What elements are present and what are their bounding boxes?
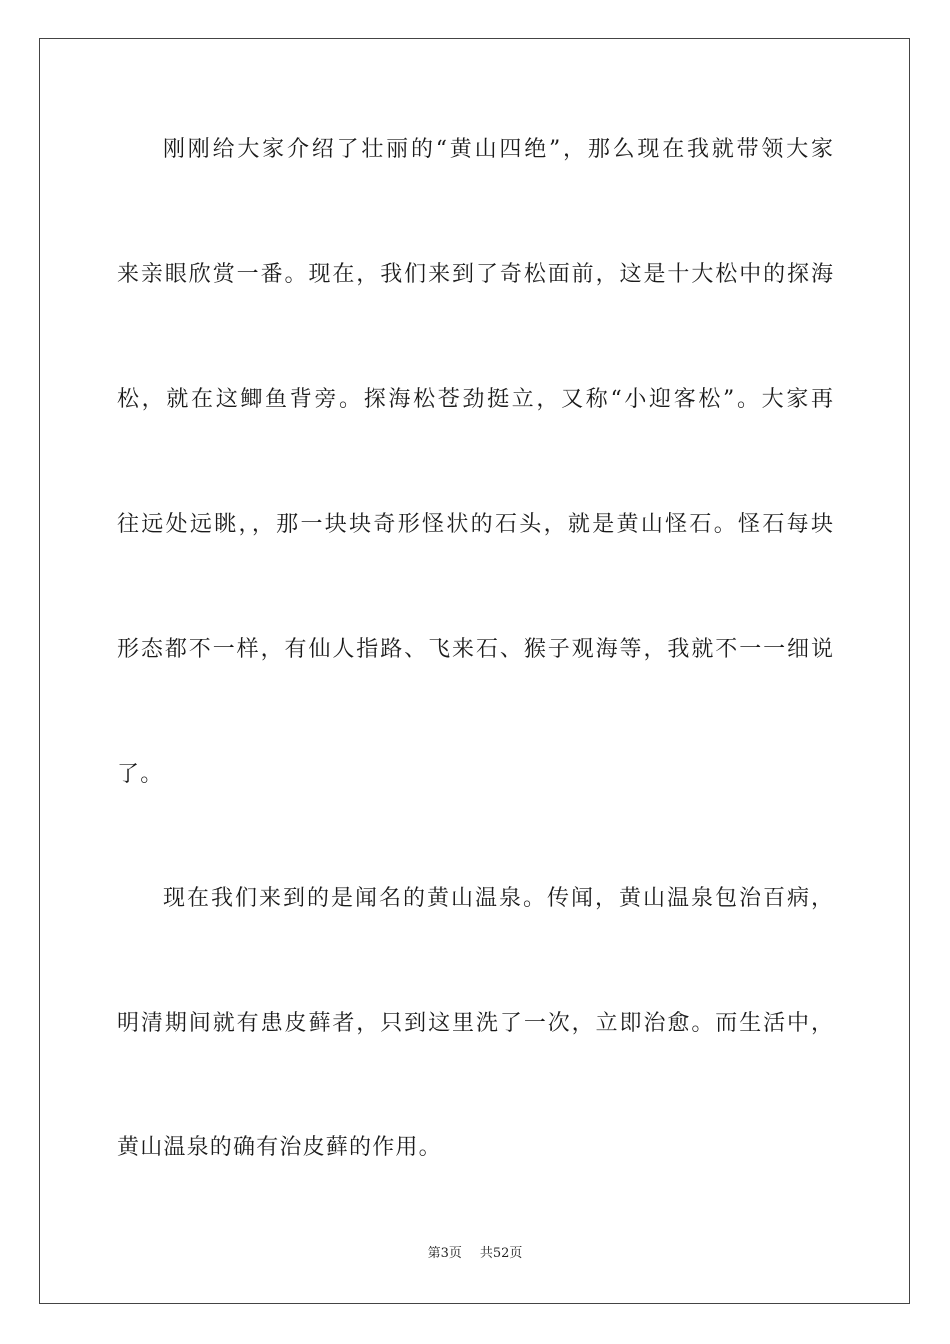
page-border xyxy=(39,38,910,1304)
page-number: 第3页 xyxy=(427,1246,462,1261)
page-total: 共52页 xyxy=(479,1246,523,1261)
paragraph-2-line-2: 明清期间就有患皮藓者，只到这里洗了一次，立即治愈。而生活中， xyxy=(117,1011,833,1036)
paragraph-2-line-1: 现在我们来到的是闻名的黄山温泉。传闻，黄山温泉包治百病， xyxy=(163,886,833,911)
paragraph-2-line-3: 黄山温泉的确有治皮藓的作用。 xyxy=(117,1135,442,1160)
paragraph-1-line-2: 来亲眼欣赏一番。现在，我们来到了奇松面前，这是十大松中的探海 xyxy=(117,262,833,287)
paragraph-1-line-4: 往远处远眺，，那一块块奇形怪状的石头，就是黄山怪石。怪石每块 xyxy=(117,512,833,537)
page-footer xyxy=(0,1245,950,1263)
paragraph-1-line-1: 刚刚给大家介绍了壮丽的“黄山四绝”，那么现在我就带领大家 xyxy=(163,137,833,162)
paragraph-1-line-3: 松，就在这鲫鱼背旁。探海松苍劲挺立，又称“小迎客松”。大家再 xyxy=(117,387,833,412)
paragraph-1-line-5: 形态都不一样，有仙人指路、飞来石、猴子观海等，我就不一一细说 xyxy=(117,637,833,662)
paragraph-1-line-6: 了。 xyxy=(117,762,164,787)
